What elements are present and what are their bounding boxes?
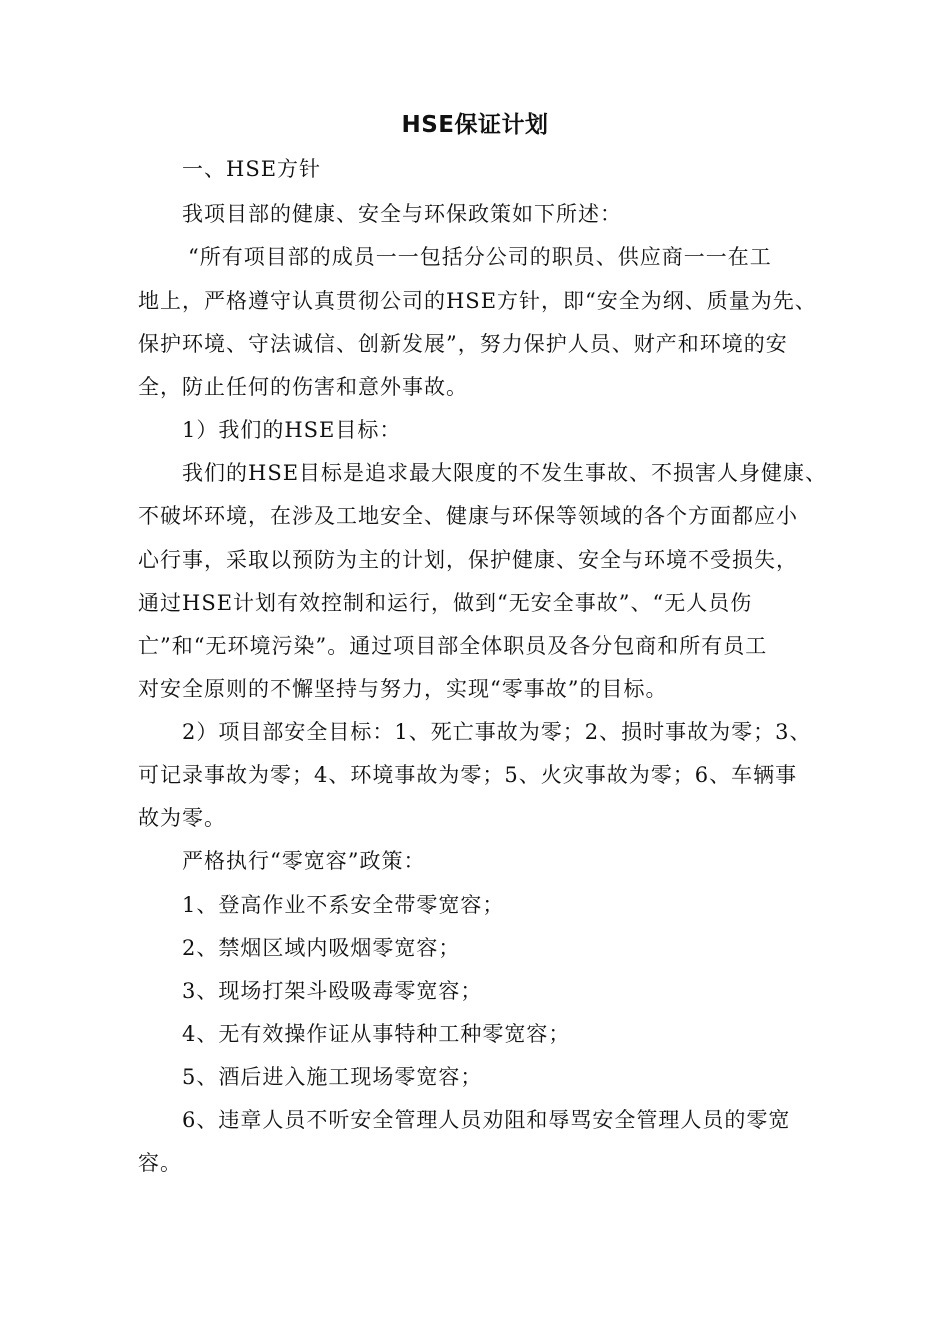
paragraph-line: 严格执行“零宽容”政策： bbox=[182, 849, 426, 873]
list-item: 3、现场打架斗殴吸毒零宽容； bbox=[182, 979, 483, 1003]
paragraph-line: 容。 bbox=[138, 1151, 182, 1175]
paragraph-line: “所有项目部的成员一一包括分公司的职员、供应商一一在工 bbox=[188, 245, 772, 269]
paragraph-line: 不破坏环境，在涉及工地安全、健康与环保等领域的各个方面都应小 bbox=[138, 504, 798, 528]
list-item: 6、违章人员不听安全管理人员劝阻和辱骂安全管理人员的零宽 bbox=[182, 1108, 791, 1132]
paragraph-line: 2）项目部安全目标：1、死亡事故为零；2、损时事故为零；3、 bbox=[182, 720, 812, 744]
list-item: 2、禁烟区域内吸烟零宽容； bbox=[182, 936, 461, 960]
list-item: 4、无有效操作证从事特种工种零宽容； bbox=[182, 1022, 571, 1046]
list-item: 1、登高作业不系安全带零宽容； bbox=[182, 893, 505, 917]
paragraph-line: 地上，严格遵守认真贯彻公司的HSE方针，即“安全为纲、质量为先、 bbox=[138, 289, 817, 313]
paragraph-line: 全，防止任何的伤害和意外事故。 bbox=[138, 375, 468, 399]
paragraph-line: 可记录事故为零；4、环境事故为零；5、火灾事故为零；6、车辆事 bbox=[138, 763, 798, 787]
paragraph-line: 故为零。 bbox=[138, 806, 226, 830]
document-title: HSE保证计划 bbox=[401, 112, 549, 138]
paragraph-line: 心行事，采取以预防为主的计划，保护健康、安全与环境不受损失， bbox=[138, 548, 798, 572]
paragraph-line: 对安全原则的不懈坚持与努力，实现“零事故”的目标。 bbox=[138, 677, 668, 701]
paragraph-line: 我们的HSE目标是追求最大限度的不发生事故、不损害人身健康、 bbox=[182, 461, 828, 485]
section-heading-hse-objectives: 1）我们的HSE目标： bbox=[182, 418, 402, 442]
paragraph-line: 保护环境、守法诚信、创新发展”，努力保护人员、财产和环境的安 bbox=[138, 332, 788, 356]
paragraph-line: 通过HSE计划有效控制和运行，做到“无安全事故”、“无人员伤 bbox=[138, 591, 753, 615]
list-item: 5、酒后进入施工现场零宽容； bbox=[182, 1065, 483, 1089]
paragraph-line: 亡”和“无环境污染”。通过项目部全体职员及各分包商和所有员工 bbox=[138, 634, 768, 658]
paragraph-line: 我项目部的健康、安全与环保政策如下所述： bbox=[182, 202, 622, 226]
section-heading-hse-policy: 一、HSE方针 bbox=[182, 157, 322, 181]
